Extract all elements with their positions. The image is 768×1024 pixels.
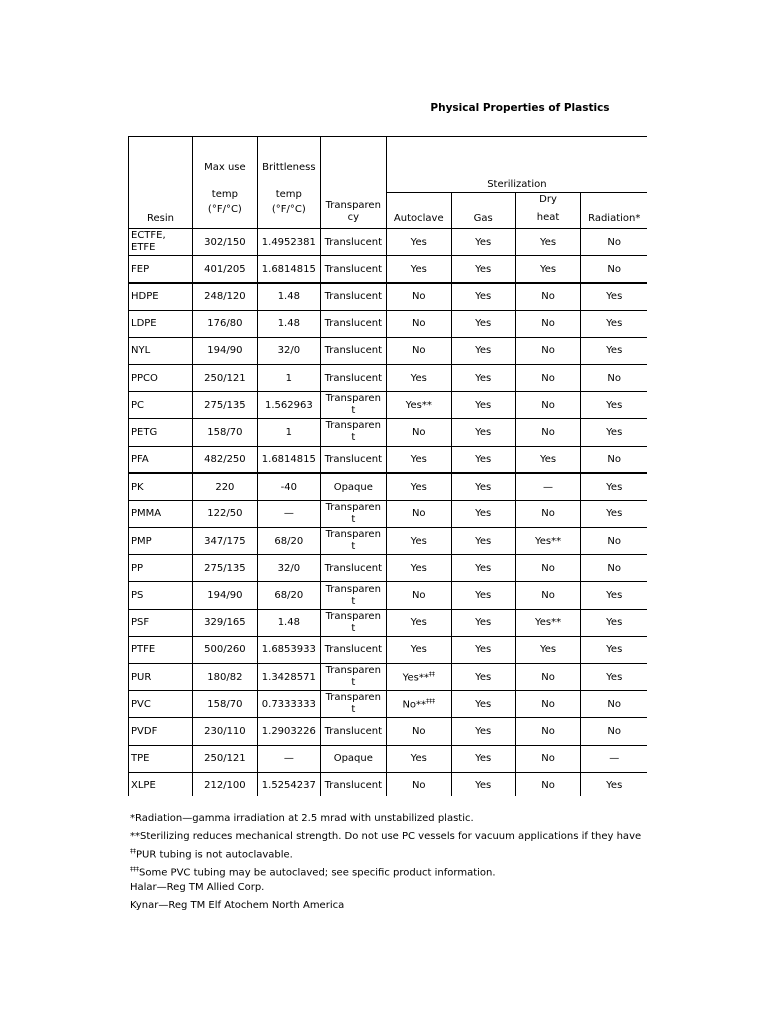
transparency-cell: Opaque (320, 473, 386, 500)
dry-heat-cell: — (515, 473, 581, 500)
dry-heat-cell: No (515, 555, 581, 582)
dry-heat-cell: No (515, 745, 581, 772)
table-row (129, 419, 648, 446)
max-use-cell: 212/100 (192, 772, 257, 796)
transparency-cell: Transparen t (320, 419, 386, 446)
gas-cell: Yes (451, 364, 515, 391)
resin-cell: PC (129, 392, 193, 419)
radiation-cell: No (581, 555, 647, 582)
gas-cell: Yes (451, 636, 515, 663)
gas-cell: Yes (451, 555, 515, 582)
brittleness-cell: 1.48 (257, 283, 320, 310)
gas-cell: Yes (451, 772, 515, 796)
header-gas: Gas (451, 193, 515, 229)
max-use-cell: 401/205 (192, 256, 257, 283)
gas-cell: Yes (451, 229, 515, 256)
autoclave-cell: Yes (386, 528, 451, 555)
brittleness-cell: 1 (257, 364, 320, 391)
resin-cell: TPE (129, 745, 193, 772)
dry-heat-cell: Yes** (515, 528, 581, 555)
radiation-cell: — (581, 745, 647, 772)
gas-cell: Yes (451, 337, 515, 364)
gas-cell: Yes (451, 419, 515, 446)
table-row (129, 283, 648, 310)
resin-cell: FEP (129, 256, 193, 283)
header-max-use: Max use temp (°F/°C) (192, 137, 257, 229)
header-transparency: Transparen cy (320, 137, 386, 229)
dry-heat-cell: No (515, 718, 581, 745)
dry-heat-cell: No (515, 419, 581, 446)
transparency-cell: Translucent (320, 772, 386, 796)
table-row (129, 745, 648, 772)
header-radiation: Radiation* (581, 193, 647, 229)
resin-cell: PTFE (129, 636, 193, 663)
max-use-cell: 329/165 (192, 609, 257, 636)
autoclave-cell: No (386, 582, 451, 609)
autoclave-cell: No (386, 772, 451, 796)
brittleness-cell: 1.6814815 (257, 256, 320, 283)
transparency-cell: Transparen t (320, 528, 386, 555)
transparency-cell: Transparen t (320, 609, 386, 636)
dry-heat-cell: No (515, 691, 581, 718)
resin-cell: PK (129, 473, 193, 500)
radiation-cell: Yes (581, 500, 647, 527)
brittleness-cell: 1.2903226 (257, 718, 320, 745)
radiation-cell: Yes (581, 772, 647, 796)
resin-cell: NYL (129, 337, 193, 364)
dry-heat-cell: Yes (515, 229, 581, 256)
dry-heat-cell: No (515, 283, 581, 310)
resin-cell: PETG (129, 419, 193, 446)
resin-cell: PS (129, 582, 193, 609)
resin-cell: ECTFE, ETFE (129, 229, 193, 256)
transparency-cell: Transparen t (320, 582, 386, 609)
autoclave-cell: No (386, 283, 451, 310)
autoclave-cell: Yes (386, 446, 451, 473)
dry-heat-cell: No (515, 664, 581, 691)
gas-cell: Yes (451, 473, 515, 500)
radiation-cell: Yes (581, 473, 647, 500)
gas-cell: Yes (451, 283, 515, 310)
radiation-cell: Yes (581, 636, 647, 663)
footnote-sterilizing: **Sterilizing reduces mechanical strength. Do not use PC vessels for vacuum applications if they have (130, 831, 642, 842)
max-use-cell: 230/110 (192, 718, 257, 745)
gas-cell: Yes (451, 528, 515, 555)
footnote-pur: ‡‡PUR tubing is not autoclavable. (130, 848, 293, 861)
header-resin: Resin (129, 193, 193, 229)
dry-heat-cell: No (515, 772, 581, 796)
autoclave-cell: No (386, 500, 451, 527)
autoclave-cell: Yes (386, 555, 451, 582)
radiation-cell: No (581, 528, 647, 555)
max-use-cell: 275/135 (192, 392, 257, 419)
autoclave-cell: Yes (386, 745, 451, 772)
transparency-cell: Transparen t (320, 691, 386, 718)
brittleness-cell: 68/20 (257, 582, 320, 609)
table-row (129, 364, 648, 391)
dry-heat-cell: Yes (515, 636, 581, 663)
table-viewport (0, 136, 647, 796)
brittleness-cell: — (257, 745, 320, 772)
brittleness-cell: 1.4952381 (257, 229, 320, 256)
table-row (129, 229, 648, 256)
dry-heat-cell: No (515, 582, 581, 609)
header-autoclave: Autoclave (386, 193, 451, 229)
table-row (129, 446, 648, 473)
radiation-cell: Yes (581, 310, 647, 337)
resin-cell: PMP (129, 528, 193, 555)
autoclave-cell: No**‡‡‡ (386, 691, 451, 718)
dry-heat-cell: Yes (515, 256, 581, 283)
radiation-cell: Yes (581, 609, 647, 636)
table-row (129, 691, 648, 718)
max-use-cell: 220 (192, 473, 257, 500)
table-row (129, 473, 648, 500)
resin-cell: PP (129, 555, 193, 582)
resin-cell: PPCO (129, 364, 193, 391)
page-title: Physical Properties of Plastics (430, 102, 610, 114)
transparency-cell: Translucent (320, 555, 386, 582)
brittleness-cell: 1.562963 (257, 392, 320, 419)
table-row (129, 256, 648, 283)
brittleness-cell: 1.5254237 (257, 772, 320, 796)
max-use-cell: 176/80 (192, 310, 257, 337)
transparency-cell: Translucent (320, 446, 386, 473)
brittleness-cell: 1.48 (257, 609, 320, 636)
table-row (129, 555, 648, 582)
header-brittleness: Brittleness temp (°F/°C) (257, 137, 320, 229)
gas-cell: Yes (451, 582, 515, 609)
transparency-cell: Transparen t (320, 392, 386, 419)
autoclave-cell: Yes (386, 364, 451, 391)
table-row (129, 582, 648, 609)
footnote-kynar: Kynar—Reg TM Elf Atochem North America (130, 900, 345, 911)
max-use-cell: 158/70 (192, 691, 257, 718)
radiation-cell: No (581, 691, 647, 718)
resin-cell: LDPE (129, 310, 193, 337)
gas-cell: Yes (451, 392, 515, 419)
gas-cell: Yes (451, 500, 515, 527)
brittleness-cell: 1.6814815 (257, 446, 320, 473)
max-use-cell: 194/90 (192, 582, 257, 609)
radiation-cell: Yes (581, 283, 647, 310)
brittleness-cell: 1 (257, 419, 320, 446)
resin-cell: XLPE (129, 772, 193, 796)
max-use-cell: 482/250 (192, 446, 257, 473)
radiation-cell: No (581, 446, 647, 473)
header-sterilization: Sterilization (386, 137, 647, 193)
transparency-cell: Transparen t (320, 664, 386, 691)
transparency-cell: Translucent (320, 718, 386, 745)
radiation-cell: No (581, 256, 647, 283)
autoclave-cell: Yes** (386, 392, 451, 419)
max-use-cell: 180/82 (192, 664, 257, 691)
gas-cell: Yes (451, 446, 515, 473)
max-use-cell: 158/70 (192, 419, 257, 446)
autoclave-cell: Yes (386, 636, 451, 663)
transparency-cell: Translucent (320, 337, 386, 364)
autoclave-cell: Yes (386, 609, 451, 636)
radiation-cell: No (581, 229, 647, 256)
transparency-cell: Translucent (320, 229, 386, 256)
radiation-cell: Yes (581, 582, 647, 609)
max-use-cell: 250/121 (192, 364, 257, 391)
radiation-cell: No (581, 364, 647, 391)
gas-cell: Yes (451, 310, 515, 337)
transparency-cell: Translucent (320, 636, 386, 663)
footnotes (130, 810, 650, 915)
max-use-cell: 250/121 (192, 745, 257, 772)
radiation-cell: Yes (581, 419, 647, 446)
brittleness-cell: 68/20 (257, 528, 320, 555)
table-row (129, 772, 648, 796)
table-row (129, 528, 648, 555)
resin-cell: PMMA (129, 500, 193, 527)
brittleness-cell: 1.48 (257, 310, 320, 337)
dry-heat-cell: Yes (515, 446, 581, 473)
max-use-cell: 347/175 (192, 528, 257, 555)
gas-cell: Yes (451, 609, 515, 636)
gas-cell: Yes (451, 745, 515, 772)
table-row (129, 392, 648, 419)
table-row (129, 500, 648, 527)
header-dry-heat: Dry heat (515, 193, 581, 229)
autoclave-cell: No (386, 419, 451, 446)
max-use-cell: 500/260 (192, 636, 257, 663)
autoclave-cell: No (386, 718, 451, 745)
gas-cell: Yes (451, 691, 515, 718)
header-resin-top (129, 137, 193, 193)
autoclave-cell: Yes (386, 229, 451, 256)
max-use-cell: 122/50 (192, 500, 257, 527)
max-use-cell: 275/135 (192, 555, 257, 582)
footnote-radiation: *Radiation—gamma irradiation at 2.5 mrad with unstabilized plastic. (130, 813, 474, 824)
transparency-cell: Translucent (320, 310, 386, 337)
resin-cell: PUR (129, 664, 193, 691)
brittleness-cell: 1.3428571 (257, 664, 320, 691)
autoclave-cell: Yes (386, 256, 451, 283)
transparency-cell: Opaque (320, 745, 386, 772)
radiation-cell: Yes (581, 337, 647, 364)
max-use-cell: 302/150 (192, 229, 257, 256)
brittleness-cell: -40 (257, 473, 320, 500)
transparency-cell: Transparen t (320, 500, 386, 527)
max-use-cell: 248/120 (192, 283, 257, 310)
radiation-cell: Yes (581, 392, 647, 419)
table-row (129, 718, 648, 745)
brittleness-cell: 32/0 (257, 337, 320, 364)
table-row (129, 310, 648, 337)
transparency-cell: Translucent (320, 256, 386, 283)
resin-cell: PFA (129, 446, 193, 473)
properties-table (128, 136, 647, 796)
brittleness-cell: 1.6853933 (257, 636, 320, 663)
radiation-cell: Yes (581, 664, 647, 691)
resin-cell: PSF (129, 609, 193, 636)
autoclave-cell: Yes**‡‡ (386, 664, 451, 691)
gas-cell: Yes (451, 256, 515, 283)
autoclave-cell: No (386, 310, 451, 337)
autoclave-cell: Yes (386, 473, 451, 500)
footnote-halar: Halar—Reg TM Allied Corp. (130, 882, 265, 893)
table-row (129, 337, 648, 364)
transparency-cell: Translucent (320, 364, 386, 391)
brittleness-cell: — (257, 500, 320, 527)
dry-heat-cell: No (515, 364, 581, 391)
autoclave-cell: No (386, 337, 451, 364)
table-row (129, 664, 648, 691)
radiation-cell: No (581, 718, 647, 745)
resin-cell: HDPE (129, 283, 193, 310)
dry-heat-cell: No (515, 392, 581, 419)
table-row (129, 636, 648, 663)
max-use-cell: 194/90 (192, 337, 257, 364)
brittleness-cell: 32/0 (257, 555, 320, 582)
dry-heat-cell: No (515, 337, 581, 364)
table-row (129, 609, 648, 636)
resin-cell: PVDF (129, 718, 193, 745)
dry-heat-cell: No (515, 500, 581, 527)
brittleness-cell: 0.7333333 (257, 691, 320, 718)
dry-heat-cell: Yes** (515, 609, 581, 636)
resin-cell: PVC (129, 691, 193, 718)
footnote-pvc: ‡‡‡Some PVC tubing may be autoclaved; see specific product information. (130, 866, 496, 879)
dry-heat-cell: No (515, 310, 581, 337)
transparency-cell: Translucent (320, 283, 386, 310)
gas-cell: Yes (451, 664, 515, 691)
gas-cell: Yes (451, 718, 515, 745)
